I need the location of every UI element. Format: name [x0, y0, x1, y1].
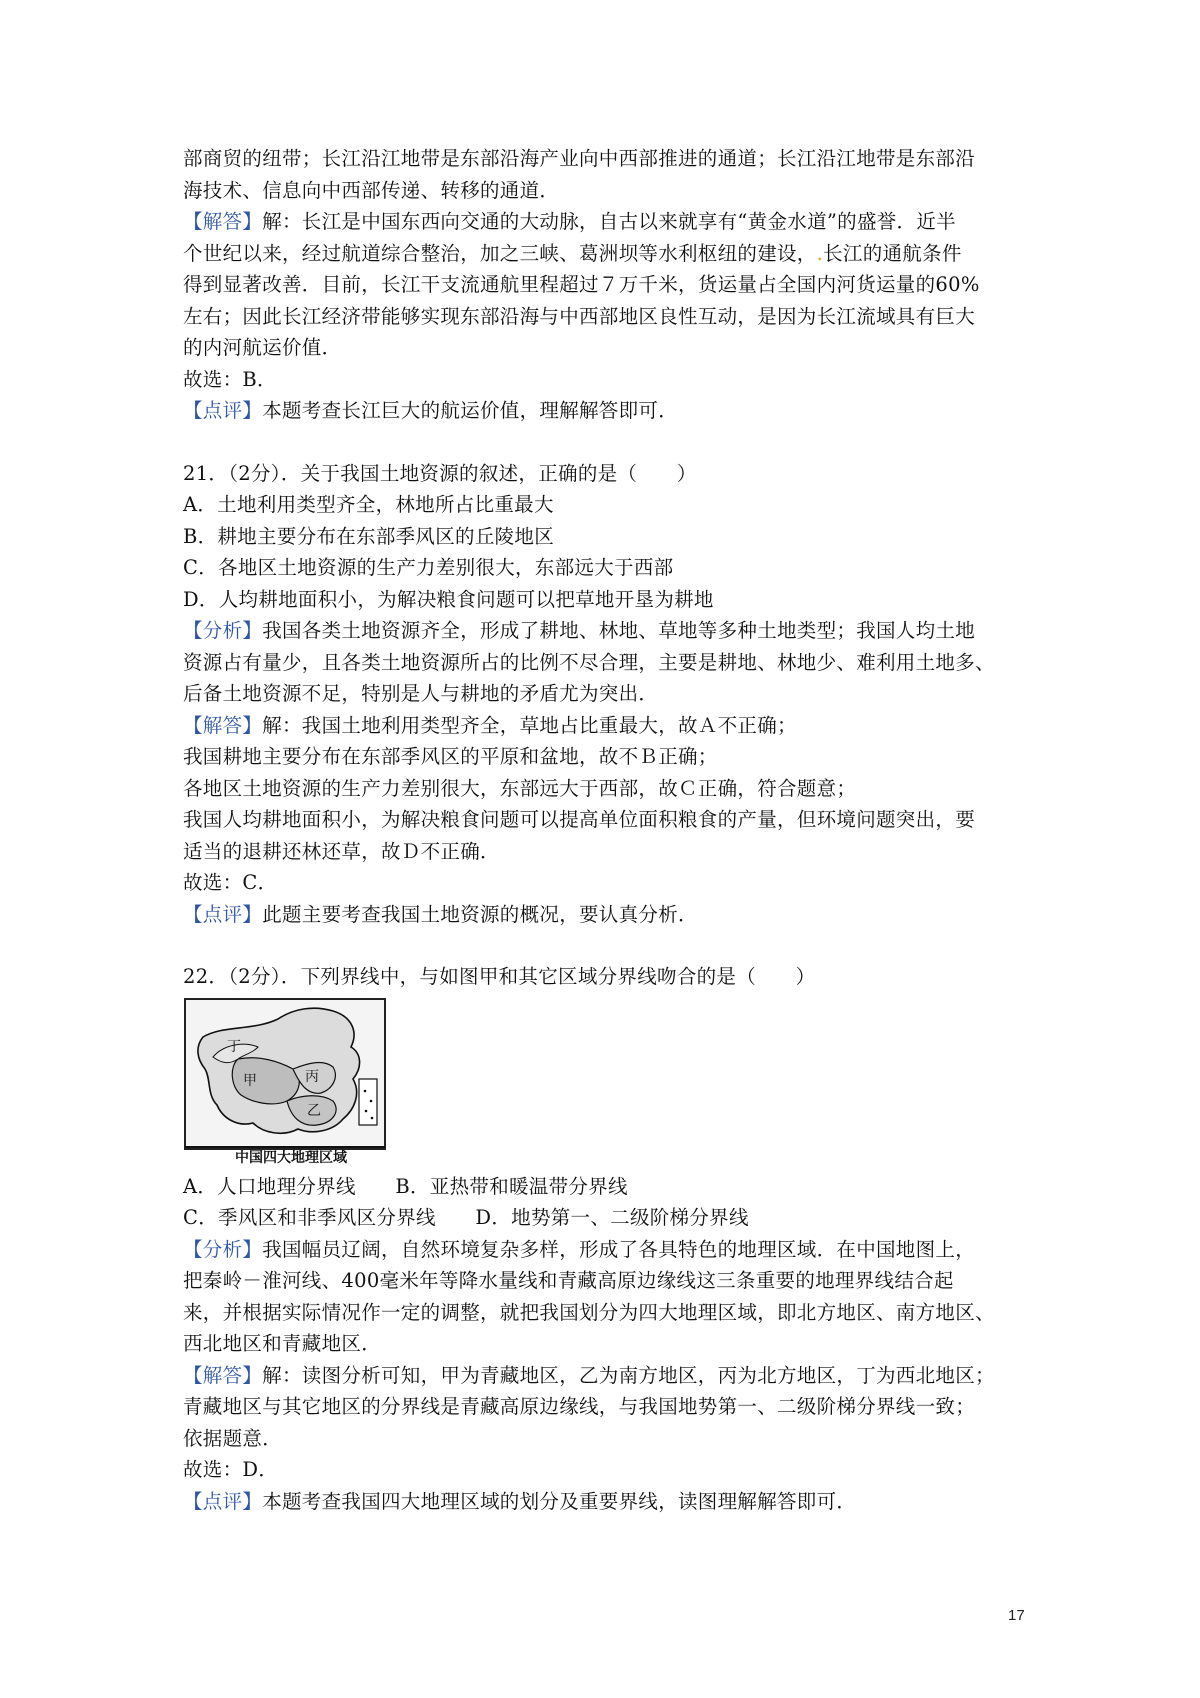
q21-analysis-line-1	[183, 615, 1043, 647]
q21-answer-line-2: 我国耕地主要分布在东部季风区的平原和盆地，故不Ｂ正确；	[183, 745, 718, 768]
q21-comment	[183, 899, 1043, 931]
china-regions-map	[183, 997, 401, 1167]
q21-option-a: A．土地利用类型齐全，林地所占比重最大	[183, 493, 554, 516]
q20-comment	[183, 395, 1043, 427]
q22-answer-line-3: 依据题意．	[183, 1426, 283, 1450]
q22-analysis-line-2: 把秦岭－淮河线、400毫米年等降水量线和青藏高原边缘线这三条重要的地理界线结合起	[183, 1269, 954, 1292]
q22-answer-line-1	[183, 1360, 1043, 1392]
q21-comment-text: 此题主要考查我国土地资源的概况，要认真分析．	[262, 902, 698, 926]
south-sea-inset	[359, 1079, 377, 1125]
page-content	[183, 143, 1043, 1517]
map-label-jia: 甲	[243, 1072, 258, 1089]
q22-question: 22．（2分）．下列界线中，与如图甲和其它区域分界线吻合的是（ ）	[183, 965, 816, 988]
q20-answer-line-3: 得到显著改善．目前，长江干支流通航里程超过７万千米，货运量占全国内河货运量的60%	[183, 273, 980, 296]
q20-answer-line-5: 的内河航运价值．	[183, 336, 342, 359]
q21-choice: 故选：C．	[183, 871, 278, 894]
q20-answer-line-1	[183, 206, 1043, 238]
q20-answer-text-2: 个世纪以来，经过航道综合整治，加之三峡、葛洲坝等水利枢纽的建设，	[183, 241, 817, 265]
q21-analysis-line-2: 资源占有量少，且各类土地资源所占的比例不尽合理，主要是耕地、林地少、难利用土地多、	[183, 650, 995, 674]
q21-comment-tag: 【点评】	[183, 902, 263, 926]
q21-answer-text-1: 解：我国土地利用类型齐全，草地占比重最大，故Ａ不正确；	[262, 713, 797, 737]
q20-answer-text-3: 长江的通航条件	[823, 241, 962, 265]
q21-answer-tag: 【解答】	[183, 713, 263, 737]
map-graphic	[183, 997, 401, 1167]
intro-line-2: 海技术、信息向中西部传递、转移的通道．	[183, 178, 560, 202]
map-label-bing: 丙	[305, 1068, 320, 1085]
q21-answer-line-1	[183, 710, 1043, 742]
stray-dot-mark: .	[816, 241, 824, 265]
q22-analysis-line-1	[183, 1234, 1043, 1266]
q21-option-b: B．耕地主要分布在东部季风区的丘陵地区	[183, 524, 555, 548]
q20-answer-tag: 【解答】	[183, 210, 263, 233]
q20-answer-text-1: 解：长江是中国东西向交通的大动脉，自古以来就享有“黄金水道”的盛誉．近半	[262, 210, 956, 233]
q22-answer-line-2: 青藏地区与其它地区的分界线是青藏高原边缘线，与我国地势第一、二级阶梯分界线一致；	[183, 1395, 976, 1418]
q22-analysis-text-1: 我国幅员辽阔，自然环境复杂多样，形成了各具特色的地理区域．在中国地图上，	[262, 1237, 976, 1261]
q21-analysis-line-3: 后备土地资源不足，特别是人与耕地的矛盾尤为突出．	[183, 682, 659, 705]
q22-options-cd: C．季风区和非季风区分界线 D．地势第一、二级阶梯分界线	[183, 1206, 749, 1229]
q22-analysis-tag: 【分析】	[183, 1237, 263, 1261]
q21-question: 21．（2分）．关于我国土地资源的叙述，正确的是（ ）	[183, 461, 697, 485]
intro-line-1: 部商贸的纽带；长江沿江地带是东部沿海产业向中西部推进的通道；长江沿江地带是东部沿	[183, 147, 976, 170]
q22-analysis-line-3: 来，并根据实际情况作一定的调整，就把我国划分为四大地理区域，即北方地区、南方地区、	[183, 1300, 995, 1324]
q21-answer-line-4: 我国人均耕地面积小，为解决粮食问题可以提高单位面积粮食的产量，但环境问题突出，要	[183, 808, 976, 831]
q21-analysis-text-1: 我国各类土地资源齐全，形成了耕地、林地、草地等多种土地类型；我国人均土地	[262, 619, 976, 642]
q21-option-c: C．各地区土地资源的生产力差别很大，东部远大于西部	[183, 556, 674, 579]
q21-answer-line-5: 适当的退耕还林还草，故Ｄ不正确．	[183, 839, 500, 863]
map-label-yi: 乙	[307, 1102, 322, 1119]
q21-option-d: D．人均耕地面积小，为解决粮食问题可以把草地开垦为耕地	[183, 587, 714, 611]
page-number: 17	[1008, 1607, 1025, 1624]
q20-answer-line-4: 左右；因此长江经济带能够实现东部沿海与中西部地区良性互动，是因为长江流域具有巨大	[183, 304, 976, 328]
q22-comment-text: 本题考查我国四大地理区域的划分及重要界线，读图理解解答即可．	[262, 1489, 857, 1513]
inset-island	[371, 1116, 374, 1119]
q21-answer-line-3: 各地区土地资源的生产力差别很大，东部远大于西部，故Ｃ正确，符合题意；	[183, 776, 857, 800]
q22-comment	[183, 1486, 1043, 1518]
q20-choice: 故选：B．	[183, 367, 277, 391]
inset-island	[364, 1089, 367, 1092]
q22-answer-tag: 【解答】	[183, 1363, 263, 1387]
map-label-ding: 丁	[227, 1038, 242, 1055]
q22-choice: 故选：D．	[183, 1458, 279, 1481]
q20-comment-text: 本题考查长江巨大的航运价值，理解解答即可．	[262, 399, 679, 422]
q21-analysis-tag: 【分析】	[183, 619, 263, 642]
q22-comment-tag: 【点评】	[183, 1489, 263, 1513]
q20-comment-tag: 【点评】	[183, 399, 263, 422]
map-caption: 中国四大地理区域	[235, 1149, 347, 1166]
q20-answer-line-2	[183, 238, 1043, 270]
spacer	[183, 427, 1043, 458]
q22-analysis-line-4: 西北地区和青藏地区．	[183, 1332, 382, 1355]
q22-options-ab: A．人口地理分界线 B．亚热带和暖温带分界线	[183, 1174, 628, 1198]
q22-answer-text-1: 解：读图分析可知，甲为青藏地区，乙为南方地区，丙为北方地区，丁为西北地区；	[262, 1363, 995, 1387]
inset-island	[365, 1109, 368, 1112]
spacer	[183, 930, 1043, 961]
inset-island	[370, 1099, 373, 1102]
